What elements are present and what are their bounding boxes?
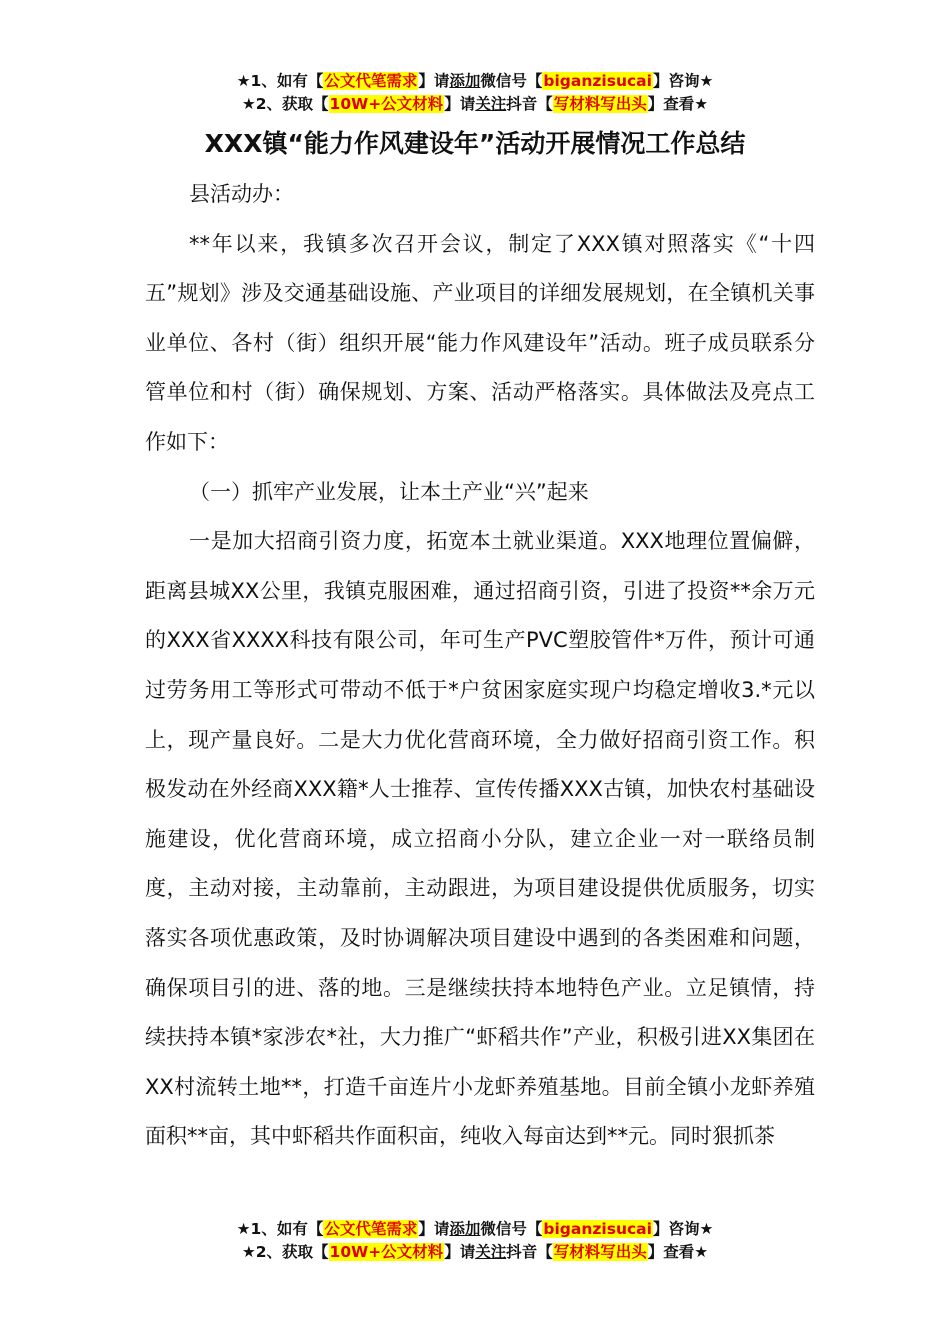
salutation: 县活动办：	[189, 182, 294, 206]
document-title: XXX镇“能力作风建设年”活动开展情况工作总结	[204, 129, 746, 158]
highlight-service: 公文代笔需求	[324, 1220, 418, 1238]
highlight-douyin: 写材料写出头	[553, 95, 647, 113]
promo-line-1: ★1、如有【公文代笔需求】请添加微信号【biganzisucai】咨询★	[236, 72, 714, 90]
highlight-wechat-id: biganzisucai	[543, 1220, 652, 1238]
intro-paragraph: **年以来，我镇多次召开会议，制定了XXX镇对照落实《“十四五”规划》涉及交通基础设施、产业项目的详细发展规划，在全镇机关事业单位、各村（街）组织开展“能力作风建设年”活动。班子成员联系分管单位和村（街）确保规划、方案、活动严格落实。具体做法及亮点工作如下：	[145, 231, 815, 454]
section-body-paragraph: 一是加大招商引资力度，拓宽本土就业渠道。XXX地理位置偏僻，距离县城XX公里，我镇克服困难，通过招商引资，引进了投资**余万元的XXX省XXXX科技有限公司，年可生产PVC塑胶管件*万件，预计可通过劳务用工等形式可带动不低于*户贫困家庭实现户均稳定增收3.*元以上，现产量良好。二是大力优化营商环境，全力做好招商引资工作。积极发动在外经商XXX籍*人士推荐、宣传传播XXX古镇，加快农村基础设施建设，优化营商环境，成立招商小分队，建立企业一对一联络员制度，主动对接，主动靠前，主动跟进，为项目建设提供优质服务，切实落实各项优惠政策，及时协调解决项目建设中遇到的各类困难和问题，确保项目引的进、落的地。三是继续扶持本地特色产业。立足镇情，持续扶持本镇*家涉农*社，大力推广“虾稻共作”产业，积极引进XX集团在XX村流转土地**，打造千亩连片小龙虾养殖基地。目前全镇小龙虾养殖面积**亩，其中虾稻共作面积亩，纯收入每亩达到**元。同时狠抓茶	[145, 529, 815, 1149]
section-heading: （一）抓牢产业发展，让本土产业“兴”起来	[189, 479, 589, 504]
highlight-douyin: 写材料写出头	[553, 1243, 647, 1261]
promo-line-2: ★2、获取【10W+公文材料】请关注抖音【写材料写出头】查看★	[241, 95, 709, 113]
promo-line-2-bottom: ★2、获取【10W+公文材料】请关注抖音【写材料写出头】查看★	[241, 1243, 709, 1261]
promo-line-1-bottom: ★1、如有【公文代笔需求】请添加微信号【biganzisucai】咨询★	[236, 1220, 714, 1238]
promo-banner-bottom	[0, 1218, 950, 1264]
document-body	[145, 170, 815, 1162]
highlight-wechat-id: biganzisucai	[543, 72, 652, 90]
highlight-materials: 10W+公文材料	[329, 95, 444, 113]
promo-banner-top	[0, 70, 950, 116]
highlight-service: 公文代笔需求	[324, 72, 418, 90]
highlight-materials: 10W+公文材料	[329, 1243, 444, 1261]
